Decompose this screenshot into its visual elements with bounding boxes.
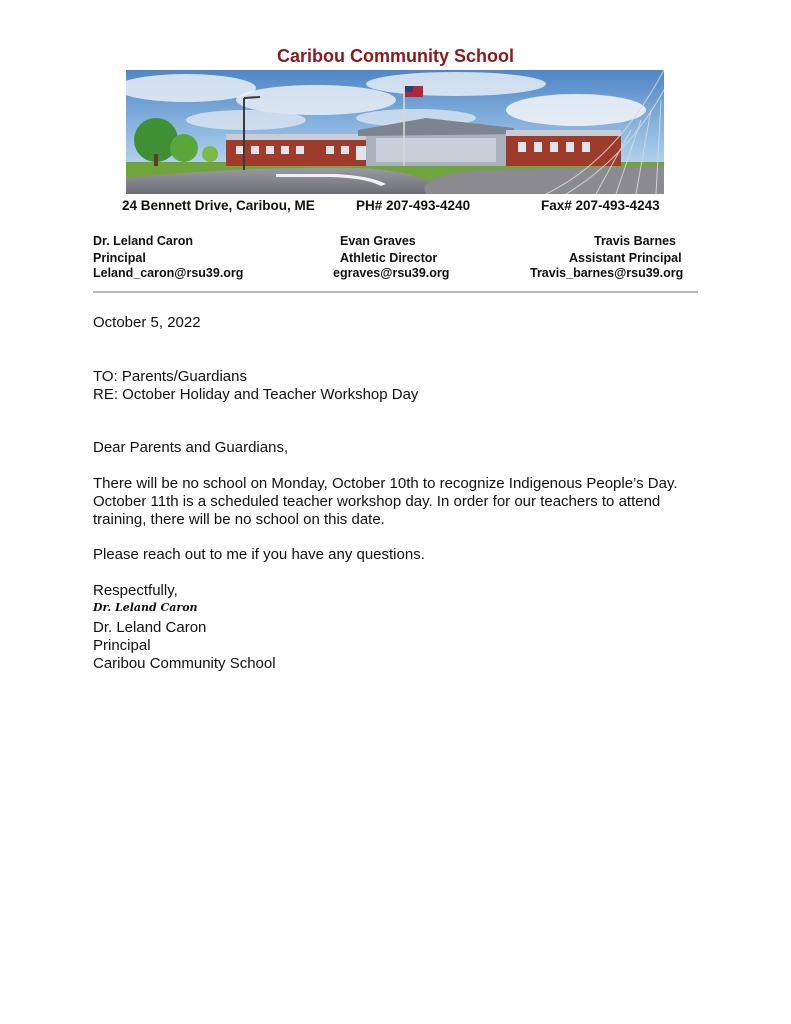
staff-name-principal: Dr. Leland Caron	[93, 234, 194, 248]
letter-subject-line: RE: October Holiday and Teacher Workshop Day	[93, 386, 419, 403]
signer-name: Dr. Leland Caron	[93, 619, 207, 636]
letter-salutation: Dear Parents and Guardians,	[93, 439, 289, 456]
staff-title-assistant-principal: Assistant Principal	[569, 251, 682, 265]
letter-date: October 5, 2022	[93, 314, 201, 331]
school-phone: PH# 207-493-4240	[356, 198, 471, 213]
handwritten-signature: Dr. Leland Caron	[93, 601, 198, 614]
header-divider	[93, 291, 698, 293]
school-address: 24 Bennett Drive, Caribou, ME	[122, 198, 315, 213]
letter-to-line: TO: Parents/Guardians	[93, 368, 247, 385]
staff-name-assistant-principal: Travis Barnes	[594, 234, 676, 248]
letter-paragraph-2: Please reach out to me if you have any questions.	[93, 546, 425, 563]
staff-email-principal: Leland_caron@rsu39.org	[93, 266, 244, 280]
staff-title-principal: Principal	[93, 251, 146, 265]
signer-title: Principal	[93, 637, 151, 654]
letter-paragraph-1: There will be no school on Monday, October 10th to recognize Indigenous People’s Day. October 11th is a scheduled teacher workshop day. In order for our teachers to attend training, there will be no school on this date.	[93, 475, 678, 528]
staff-name-athletic-director: Evan Graves	[340, 234, 416, 248]
staff-title-athletic-director: Athletic Director	[340, 251, 438, 265]
letter-closing: Respectfully,	[93, 582, 178, 599]
signer-school: Caribou Community School	[93, 655, 276, 672]
staff-email-assistant-principal: Travis_barnes@rsu39.org	[530, 266, 684, 280]
school-fax: Fax# 207-493-4243	[541, 198, 660, 213]
staff-email-athletic-director: egraves@rsu39.org	[333, 266, 450, 280]
school-title: Caribou Community School	[276, 46, 514, 66]
school-building-photo	[126, 70, 664, 194]
